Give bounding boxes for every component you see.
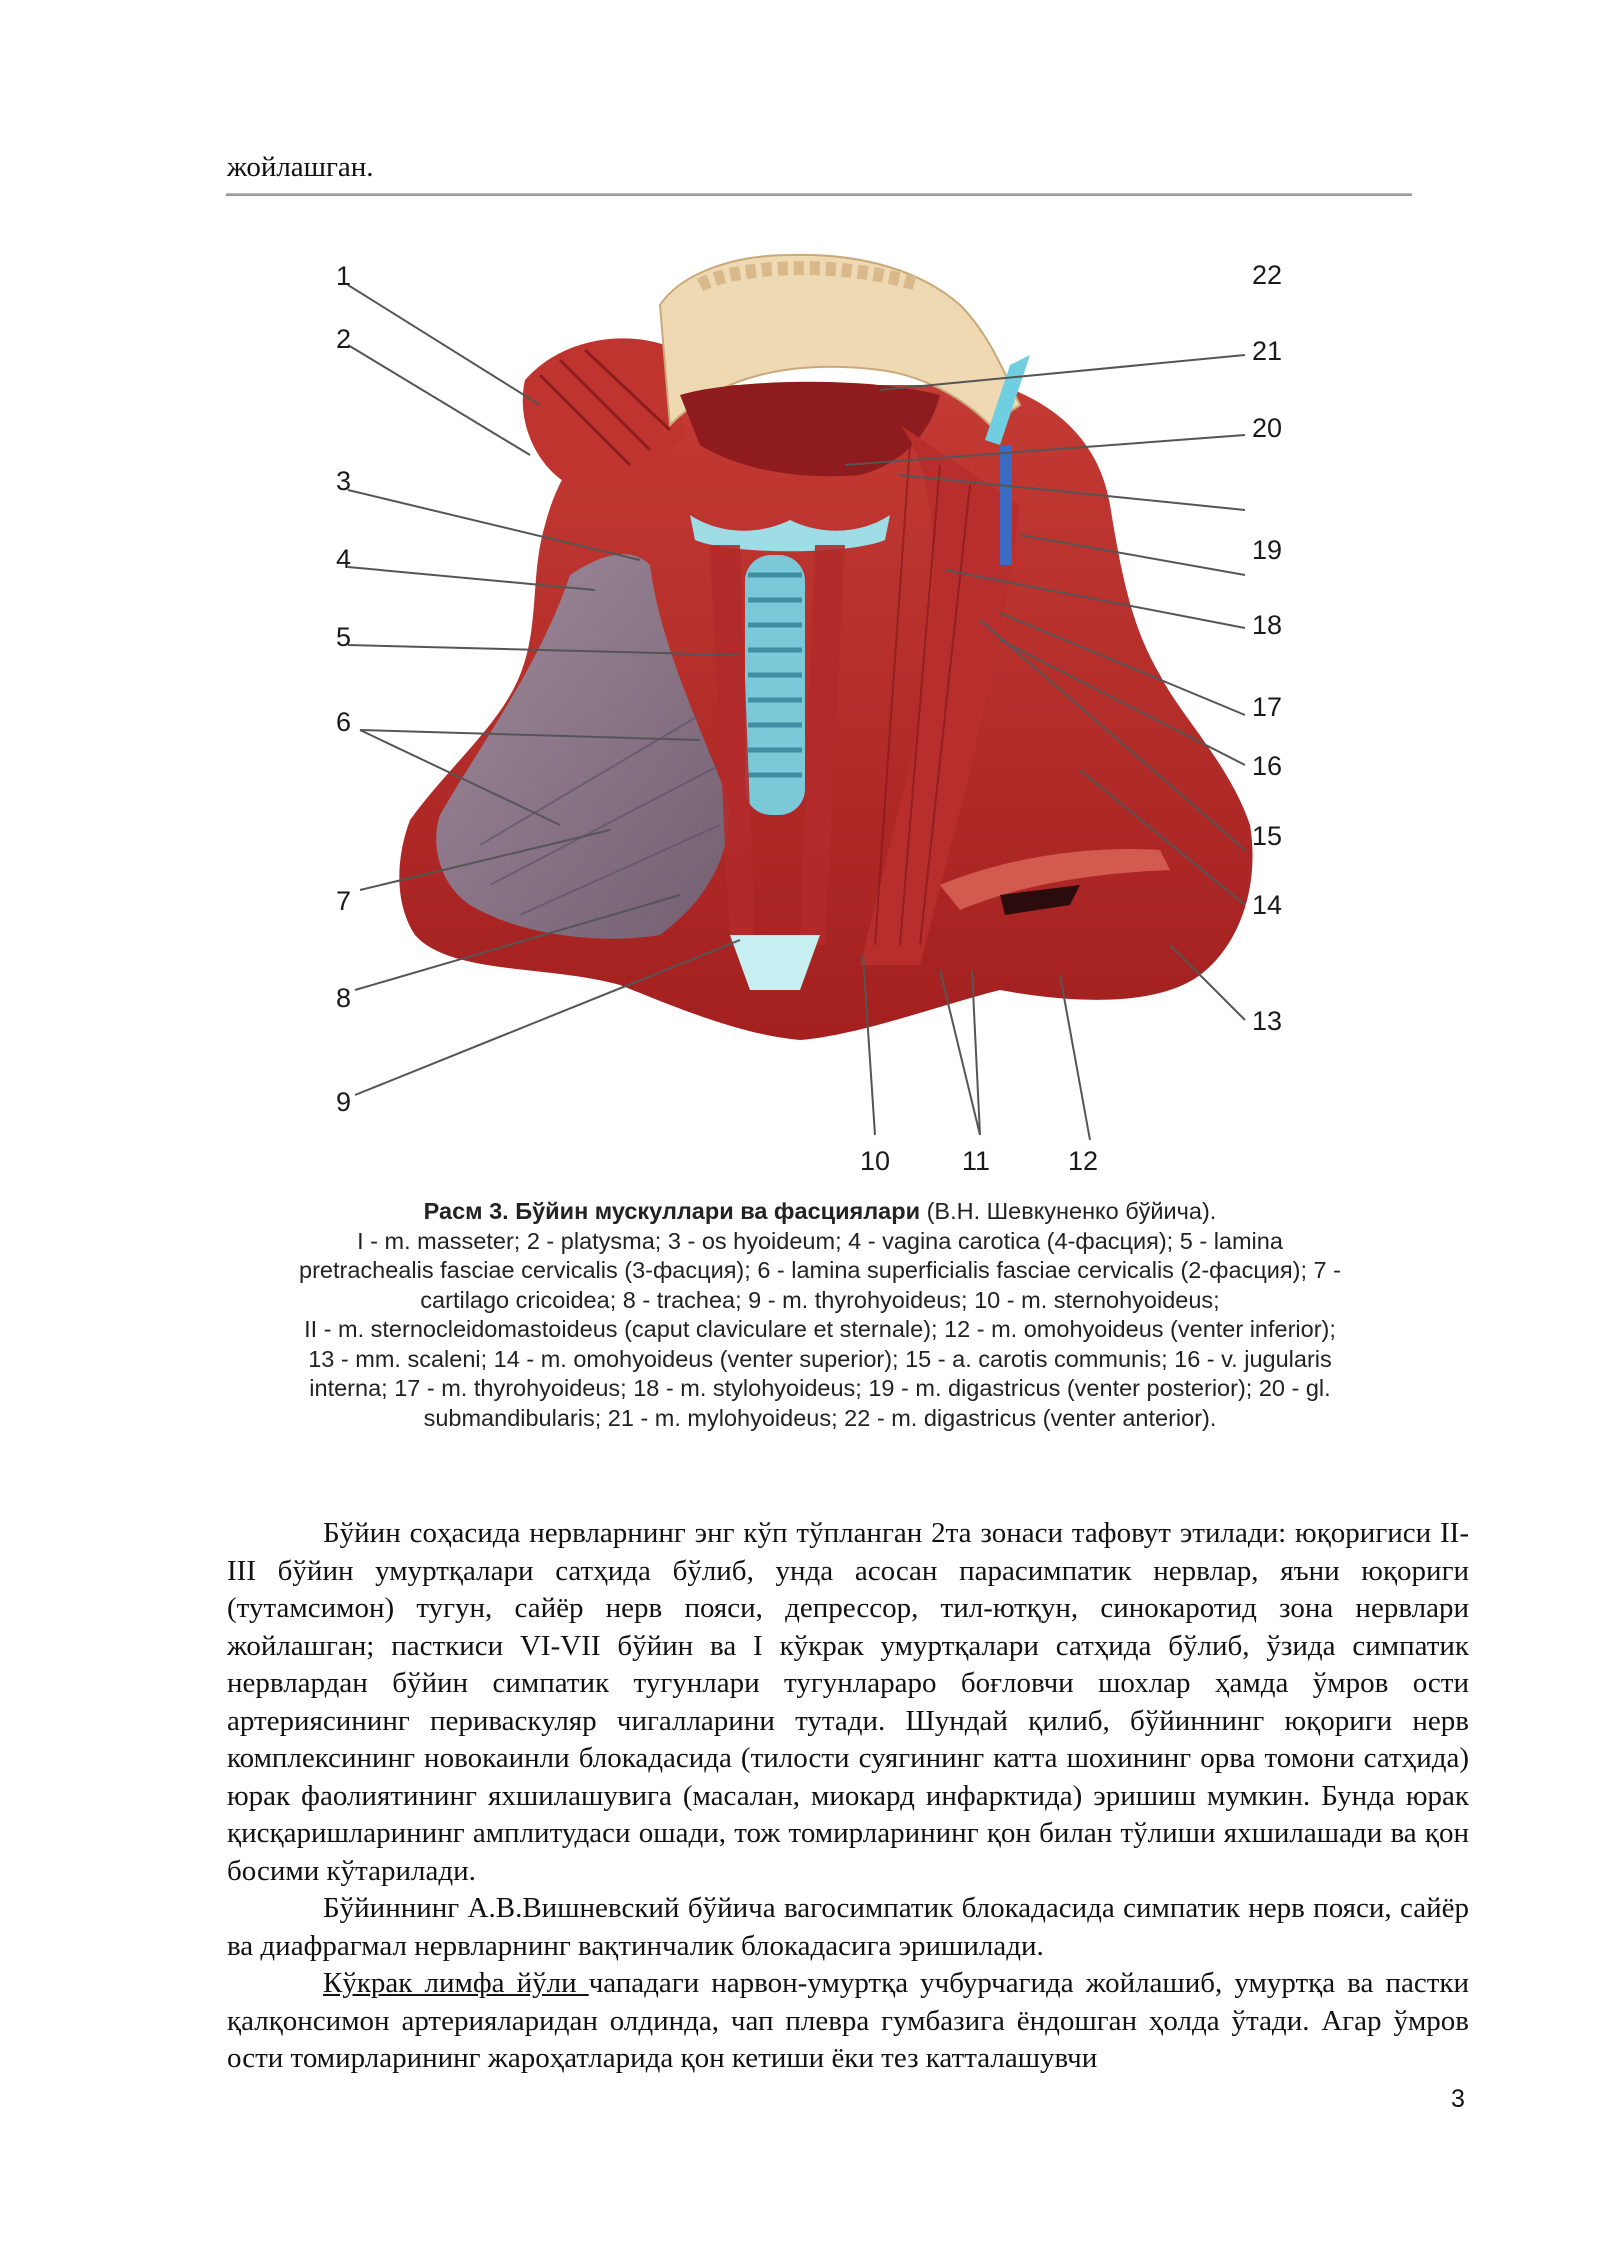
paragraph-3 <box>227 1965 1469 2078</box>
figure-caption <box>295 1197 1345 1433</box>
caption-legend-1: I - m. masseter; 2 - platysma; 3 - os hyoideum; 4 - vagina carotica (4-фасция); 5 - lamina pretrachealis fasciae cervicalis (3-фасция); 6 - lamina superficialis fasciae cervicalis (2-фасция); 7 - cartilago cricoidea; 8 - trachea; 9 - m. thyrohyoideus; 10 - m. sternohyoideus; <box>299 1227 1341 1313</box>
label-15: 15 <box>1252 821 1283 851</box>
label-20: 20 <box>1252 413 1283 443</box>
page-number: 3 <box>1451 2085 1465 2113</box>
label-6: 6 <box>336 707 352 737</box>
continuation-text: жойлашган. <box>227 151 374 183</box>
body-text <box>227 1515 1469 2078</box>
label-3: 3 <box>336 466 352 496</box>
label-21: 21 <box>1252 336 1283 366</box>
label-11: 11 <box>962 1146 991 1176</box>
label-18: 18 <box>1252 610 1283 640</box>
label-19: 19 <box>1252 535 1283 565</box>
label-8: 8 <box>336 983 352 1013</box>
anatomy-figure <box>300 245 1345 1190</box>
label-5: 5 <box>336 622 352 652</box>
label-16: 16 <box>1252 751 1283 781</box>
caption-heading <box>295 1197 1345 1227</box>
label-1: 1 <box>336 261 352 291</box>
thoracic-duct-term: Кўкрак лимфа йўли <box>323 1967 589 1999</box>
label-14: 14 <box>1252 890 1283 920</box>
label-2: 2 <box>336 324 352 354</box>
paragraph-1: Бўйин соҳасида нервларнинг энг кўп тўпланган 2та зонаси тафовут этилади: юқоригиси II-III бўйин умуртқалари сатҳида бўлиб, унда асосан парасимпатик нервлар, яъни юқориги (тутамсимон) тугун, сайёр нерв пояси, депрессор, тил-ютқун, синокаротид зона нервлари жойлашган; пасткиси VI-VII бўйин ва I кўкрак умуртқалари сатҳида бўлиб, ўзида симпатик нервлардан бўйин симпатик тугунлари тугунлараро боғловчи шохлар ҳамда ўмров ости артериясининг периваскуляр чигалларини тутади. Шундай қилиб, бўйиннинг юқориги нерв комплексининг новокаинли блокадасида (тилости суягининг катта шохининг орва томони сатҳида) юрак фаолиятининг яхшилашувига (масалан, миокард инфарктида) эришиш мумкин. Бунда юрак қисқаришларининг амплитудаси ошади, тож томирларининг қон билан тўлиши яхшилашади ва қон босими кўтарилади. <box>227 1517 1469 1887</box>
label-22: 22 <box>1252 260 1283 290</box>
paragraph-3-text: чападаги нарвон-умуртқа учбурчагида жойлашиб, умуртқа ва пастки қалқонсимон артерияларидан олдинда, чап плевра гумбазига ёндошган ҳолда ўтади. Агар ўмров ости томирларининг жароҳатларида қон кетиши ёки тез катталашувчи <box>227 1967 1469 2074</box>
label-4: 4 <box>336 544 352 574</box>
label-17: 17 <box>1252 692 1283 722</box>
label-9: 9 <box>336 1087 352 1117</box>
caption-legend-2: II - m. sternocleidomastoideus (caput claviculare et sternale); 12 - m. omohyoideus (venter inferior); 13 - mm. scaleni; 14 - m. omohyoideus (venter superior); 15 - a. carotis communis; 16 - v. jugularis interna; 17 - m. thyrohyoideus; 18 - m. stylohyoideus; 19 - m. digastricus (venter posterior); 20 - gl. submandibularis; 21 - m. mylohyoideus; 22 - m. digastricus (venter anterior). <box>304 1316 1336 1431</box>
paragraph-2: Бўйиннинг А.В.Вишневский бўйича вагосимпатик блокадасида симпатик нерв пояси, сайёр ва диафрагмал нервларнинг вақтинчалик блокадасига эришилади. <box>227 1892 1469 1962</box>
neck-anatomy-illustration <box>300 245 1345 1190</box>
caption-author: (В.Н. Шевкуненко бўйича). <box>920 1198 1217 1224</box>
caption-title: Расм 3. Бўйин мускуллари ва фасциялари <box>423 1198 921 1224</box>
header-rule <box>226 193 1412 196</box>
label-13: 13 <box>1252 1006 1283 1036</box>
label-7: 7 <box>336 886 352 916</box>
label-10: 10 <box>860 1146 891 1176</box>
label-12: 12 <box>1068 1146 1099 1176</box>
